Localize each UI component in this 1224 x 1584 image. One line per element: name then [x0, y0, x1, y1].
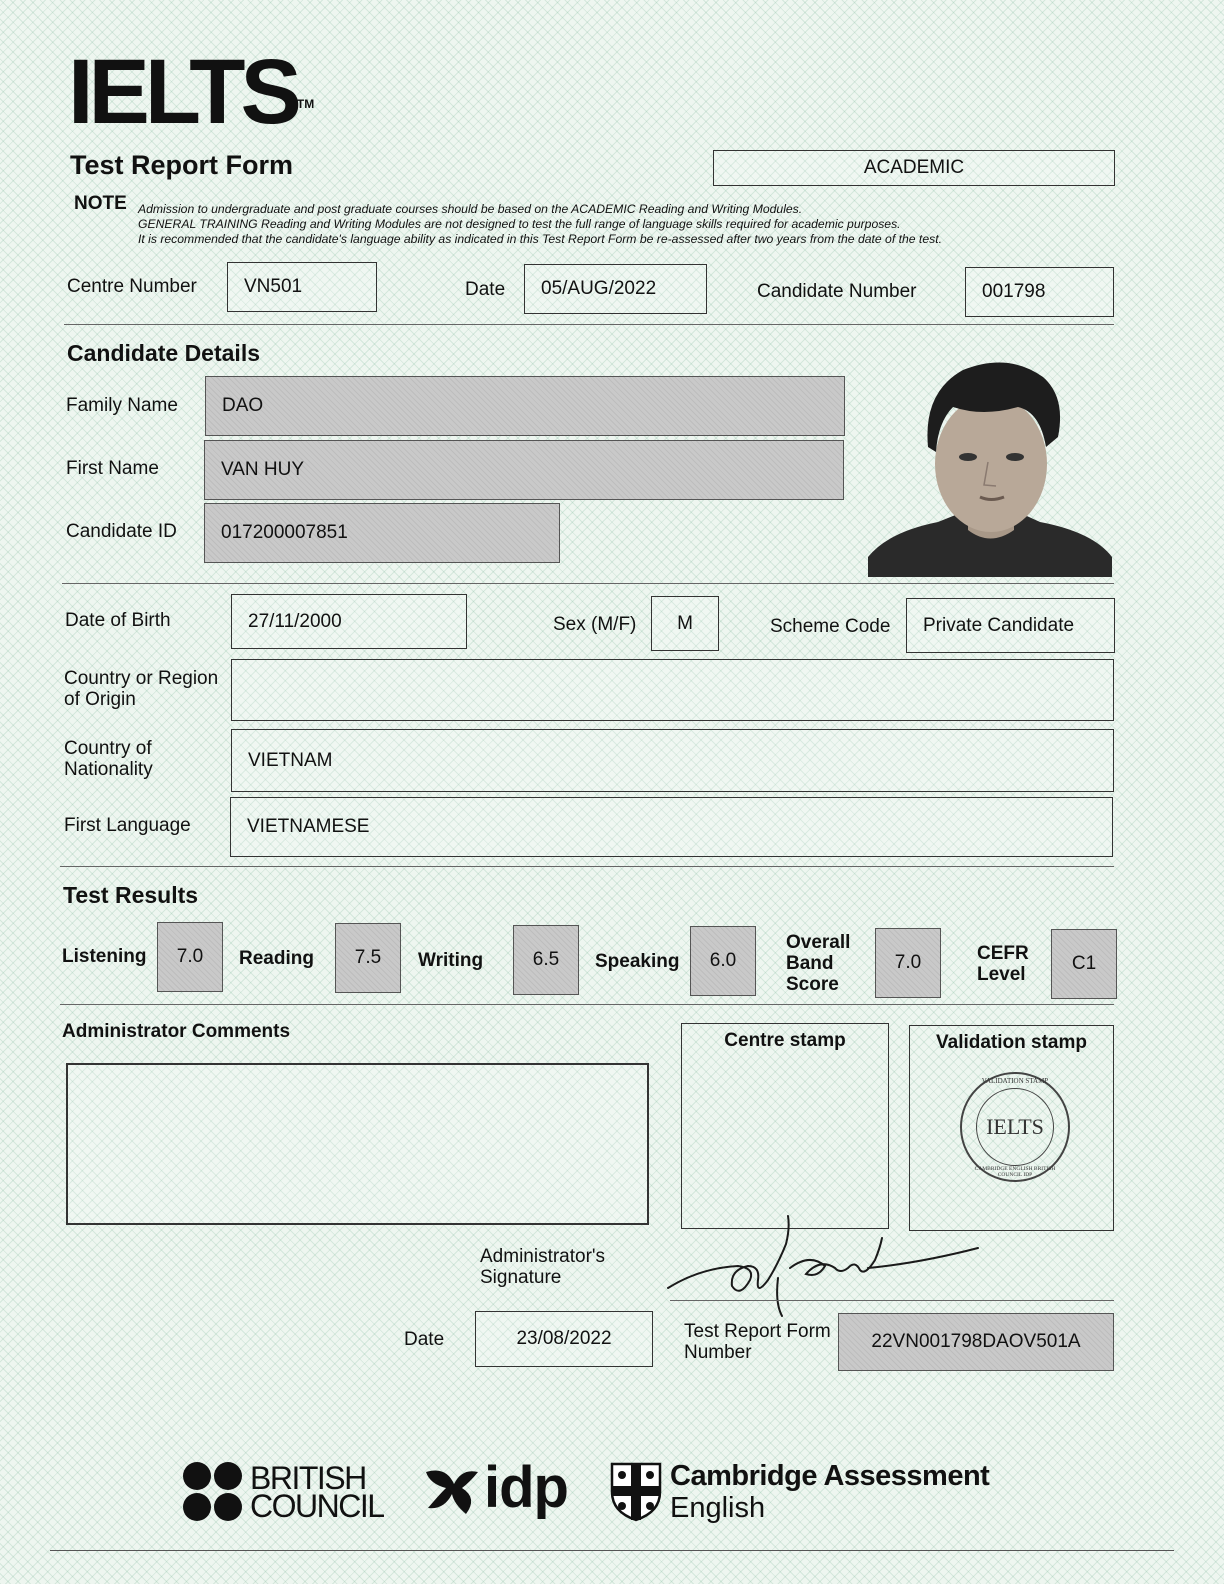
cefr-label-line-1: CEFR — [977, 943, 1029, 964]
note-line-1: Admission to undergraduate and post graduate courses should be based on the ACADEMIC Reading and Writing Modules. — [138, 202, 803, 216]
writing-label: Writing — [418, 950, 484, 971]
signature-label-line-1: Administrator's — [480, 1246, 606, 1267]
family-name-label: Family Name — [66, 395, 178, 416]
cambridge-text — [670, 1460, 989, 1524]
speaking-label: Speaking — [595, 951, 680, 972]
candidate-number-field: 001798 — [965, 267, 1114, 317]
admin-signature — [660, 1208, 990, 1318]
sex-label: Sex (M/F) — [553, 614, 637, 635]
bc-dot-3 — [183, 1493, 211, 1521]
validation-stamp-label: Validation stamp — [936, 1032, 1087, 1053]
trf-number-label — [684, 1321, 831, 1363]
seal-bottom-text: CAMBRIDGE ENGLISH BRITISH COUNCIL IDP — [974, 1166, 1056, 1178]
cambridge-shield-icon — [610, 1462, 662, 1522]
footer-line — [50, 1550, 1174, 1551]
overall-band-label — [786, 932, 850, 995]
centre-stamp-label: Centre stamp — [724, 1030, 846, 1051]
first-name-field: VAN HUY — [204, 440, 844, 500]
scheme-code-label: Scheme Code — [770, 616, 891, 637]
origin-label — [64, 668, 218, 710]
trf-number-field: 22VN001798DAOV501A — [838, 1313, 1114, 1371]
seal-center-text: IELTS — [986, 1114, 1044, 1139]
british-council-text — [250, 1459, 384, 1524]
idp-mark-icon — [422, 1458, 482, 1518]
ielts-logo-text: IELTS — [68, 41, 297, 143]
first-language-label: First Language — [64, 815, 191, 836]
idp-logo — [422, 1455, 568, 1520]
family-name-field: DAO — [205, 376, 845, 436]
candidate-details-heading: Candidate Details — [67, 340, 260, 366]
signature-label-line-2: Signature — [480, 1267, 562, 1288]
candidate-id-label: Candidate ID — [66, 521, 177, 542]
writing-score: 6.5 — [513, 925, 579, 995]
overall-label-line-1: Overall — [786, 932, 851, 953]
note-line-3: It is recommended that the candidate's language ability as indicated in this Test Report Form be re-assessed after two years from the date of the test. — [138, 232, 942, 246]
divider-1 — [64, 324, 1114, 325]
ielts-logo — [68, 41, 315, 143]
listening-score: 7.0 — [157, 922, 223, 992]
dob-label: Date of Birth — [65, 610, 171, 631]
issue-date-field: 23/08/2022 — [475, 1311, 653, 1367]
bc-line-2: COUNCIL — [250, 1487, 384, 1524]
form-title: Test Report Form — [70, 150, 294, 180]
test-results-heading: Test Results — [63, 882, 199, 908]
admin-comments-label: Administrator Comments — [62, 1021, 291, 1042]
centre-number-label: Centre Number — [67, 276, 197, 297]
cambridge-logo — [610, 1460, 989, 1524]
overall-band-score: 7.0 — [875, 928, 941, 998]
trf-label-line-1: Test Report Form — [684, 1321, 831, 1342]
centre-stamp-box — [681, 1023, 889, 1229]
divider-3 — [60, 866, 1114, 867]
listening-label: Listening — [62, 946, 147, 967]
british-council-logo — [183, 1459, 384, 1524]
bc-dot-1 — [183, 1462, 211, 1490]
scheme-code-field: Private Candidate — [906, 598, 1115, 653]
dob-field: 27/11/2000 — [231, 594, 467, 649]
trademark: TM — [296, 97, 315, 111]
trf-label-line-2: Number — [684, 1342, 752, 1363]
cambridge-line-1: Cambridge Assessment — [670, 1460, 990, 1492]
seal-top-text: VALIDATION STAMP — [981, 1077, 1049, 1085]
validation-seal — [960, 1072, 1070, 1182]
origin-field — [231, 659, 1114, 721]
nationality-label-line-1: Country of — [64, 738, 152, 759]
cambridge-line-2: English — [670, 1492, 766, 1524]
cefr-level-label — [977, 943, 1029, 985]
british-council-dots-icon — [183, 1462, 242, 1521]
admin-comments-box — [66, 1063, 649, 1225]
test-date-label: Date — [465, 279, 506, 300]
speaking-score: 6.0 — [690, 926, 756, 996]
module-field: ACADEMIC — [713, 150, 1115, 186]
candidate-number-label: Candidate Number — [757, 281, 917, 302]
divider-2 — [62, 583, 1114, 584]
first-name-label: First Name — [66, 458, 159, 479]
bc-dot-2 — [214, 1462, 242, 1490]
divider-4 — [60, 1004, 1114, 1005]
reading-label: Reading — [239, 948, 314, 969]
candidate-photo — [868, 352, 1112, 577]
nationality-field: VIETNAM — [231, 729, 1114, 792]
idp-text: idp — [484, 1455, 568, 1520]
overall-label-line-2: Band — [786, 953, 834, 974]
admin-signature-label — [480, 1246, 605, 1288]
issue-date-label: Date — [404, 1329, 445, 1350]
bc-dot-4 — [214, 1493, 242, 1521]
sex-field: M — [651, 596, 719, 651]
centre-number-field: VN501 — [227, 262, 377, 312]
photo-image — [868, 352, 1112, 577]
nationality-label — [64, 738, 153, 780]
signature-line — [670, 1300, 1114, 1301]
bc-line-1: BRITISH — [250, 1459, 366, 1496]
note-label: NOTE — [74, 193, 127, 214]
test-date-field: 05/AUG/2022 — [524, 264, 707, 314]
overall-label-line-3: Score — [786, 974, 839, 995]
candidate-id-field: 017200007851 — [204, 503, 560, 563]
validation-stamp-box — [909, 1025, 1114, 1231]
origin-label-line-1: Country or Region — [64, 668, 219, 689]
first-language-field: VIETNAMESE — [230, 797, 1113, 857]
reading-score: 7.5 — [335, 923, 401, 993]
note-text — [138, 202, 1058, 247]
note-line-2: GENERAL TRAINING Reading and Writing Modules are not designed to test the full range of language skills required for academic purposes. — [138, 217, 901, 231]
cefr-level-value: C1 — [1051, 929, 1117, 999]
origin-label-line-2: of Origin — [64, 689, 136, 710]
nationality-label-line-2: Nationality — [64, 759, 153, 780]
cefr-label-line-2: Level — [977, 964, 1026, 985]
